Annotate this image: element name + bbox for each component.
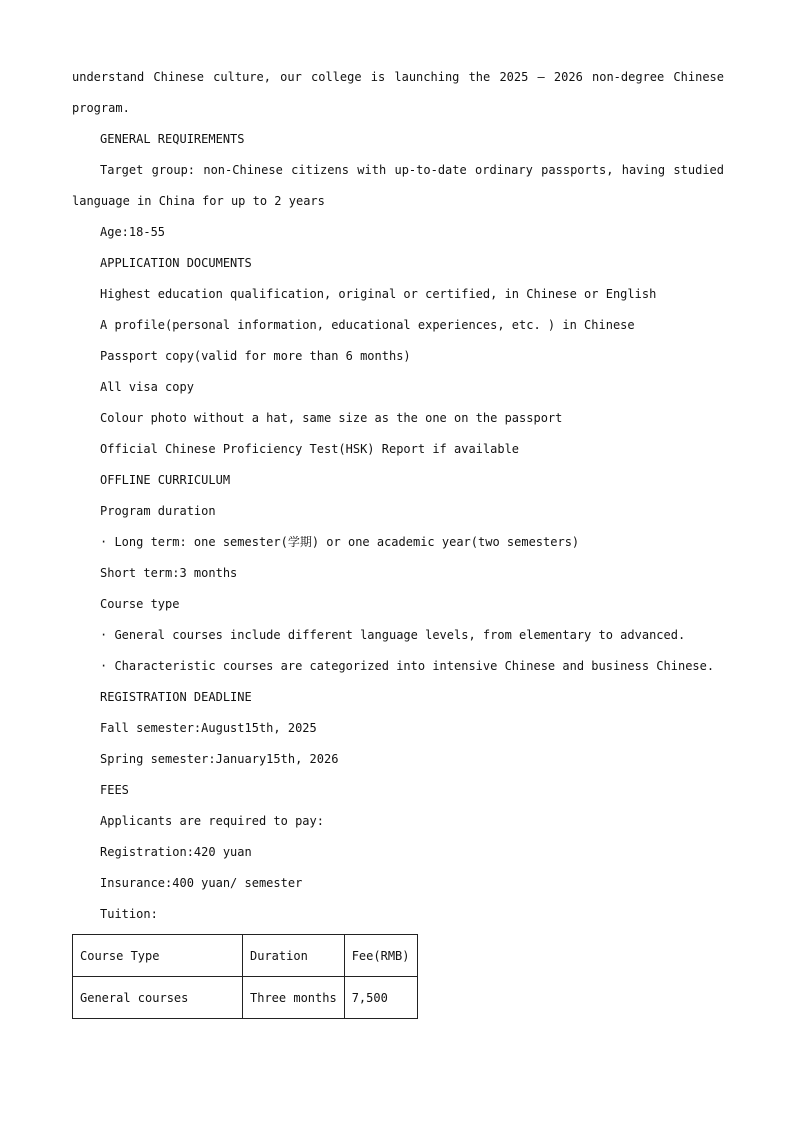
document-item: Passport copy(valid for more than 6 months) [100,349,411,363]
table-header-cell: Duration [243,935,345,977]
document-item: Official Chinese Proficiency Test(HSK) Report if available [100,442,520,456]
document-item: Highest education qualification, original or certified, in Chinese or English [100,287,657,301]
general-requirements-heading: GENERAL REQUIREMENTS [100,132,245,146]
age-requirement: Age:18-55 [100,225,166,239]
tuition-table [72,934,418,1019]
table-header-cell: Course Type [73,935,243,977]
target-group-line-1: Target group: non-Chinese citizens with up-to-date ordinary passports, having studied [100,163,724,177]
fees-intro: Applicants are required to pay: [100,814,324,828]
long-term-item: · Long term: one semester(学期) or one academic year(two semesters) [100,535,580,549]
table-header-row [73,935,418,977]
registration-deadline-heading: REGISTRATION DEADLINE [100,690,252,704]
document-item: All visa copy [100,380,194,394]
course-type-label: Course type [100,597,180,611]
fall-semester-deadline: Fall semester:August15th, 2025 [100,721,317,735]
document-item: A profile(personal information, educational experiences, etc. ) in Chinese [100,318,635,332]
application-documents-heading: APPLICATION DOCUMENTS [100,256,252,270]
document-page [72,62,724,930]
table-header-cell: Fee(RMB) [344,935,417,977]
document-item: Colour photo without a hat, same size as the one on the passport [100,411,563,425]
intro-line-2: program. [72,101,130,115]
registration-fee: Registration:420 yuan [100,845,252,859]
table-cell: General courses [73,977,243,1019]
general-courses-item: · General courses include different language levels, from elementary to advanced. [100,628,686,642]
table-cell: Three months [243,977,345,1019]
intro-line-1: understand Chinese culture, our college is launching the 2025 — 2026 non-degree Chinese [72,70,724,84]
short-term-item: Short term:3 months [100,566,238,580]
table-cell: 7,500 [344,977,417,1019]
insurance-fee: Insurance:400 yuan/ semester [100,876,303,890]
spring-semester-deadline: Spring semester:January15th, 2026 [100,752,339,766]
offline-curriculum-heading: OFFLINE CURRICULUM [100,473,231,487]
fees-heading: FEES [100,783,129,797]
table-row [73,977,418,1019]
program-duration-label: Program duration [100,504,216,518]
tuition-label: Tuition: [100,907,158,921]
characteristic-courses-item: · Characteristic courses are categorized into intensive Chinese and business Chinese. [100,659,715,673]
target-group-line-2: language in China for up to 2 years [72,194,325,208]
